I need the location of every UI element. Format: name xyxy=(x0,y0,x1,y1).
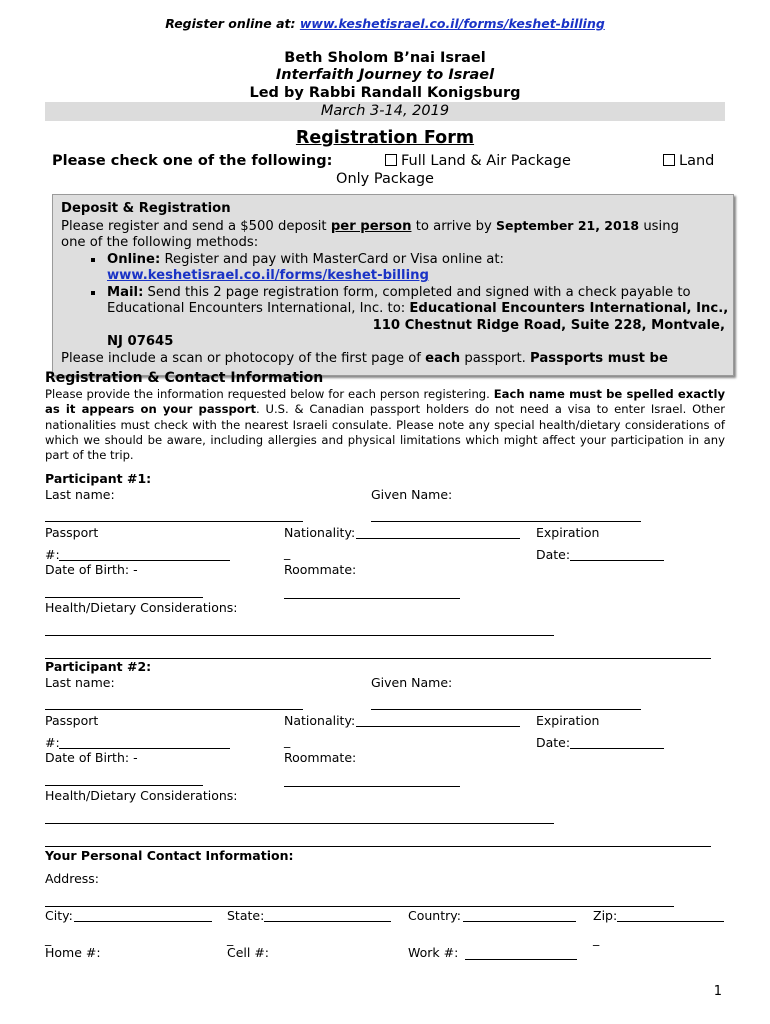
given-name-label: Given Name: xyxy=(371,675,453,690)
deposit-line1: Please register and send a $500 deposit per person to arrive by September 21, 2018 using xyxy=(61,217,679,234)
land-package-checkbox[interactable] xyxy=(663,154,675,166)
nationality-label: Nationality: xyxy=(284,713,356,728)
land-package-label-cont: Only Package xyxy=(336,171,434,187)
online-method: ▪ Online: Register and pay with MasterCard or Visa online at: www.keshetisrael.co.il/forms/keshet-billing xyxy=(105,252,733,285)
roommate-label: Roommate: xyxy=(284,562,357,577)
deposit-box xyxy=(52,194,734,376)
city-label: City: xyxy=(45,908,73,923)
given-name-input[interactable] xyxy=(371,709,641,710)
last-name-input[interactable] xyxy=(45,709,303,710)
nationality-input[interactable] xyxy=(356,538,520,539)
full-package-label: Full Land & Air Package xyxy=(401,153,571,169)
country-label: Country: xyxy=(408,908,461,923)
passport-input[interactable] xyxy=(59,748,230,749)
dob-input[interactable] xyxy=(45,785,203,786)
stray-underscore: _ xyxy=(284,733,291,748)
health-label: Health/Dietary Considerations: xyxy=(45,788,238,803)
org-name: Beth Sholom B’nai Israel xyxy=(284,50,486,66)
expiration-label: Expiration xyxy=(536,525,600,540)
dob-input[interactable] xyxy=(45,597,203,598)
online-billing-link[interactable]: www.keshetisrael.co.il/forms/keshet-billing xyxy=(107,268,429,283)
deposit-heading: Deposit & Registration xyxy=(61,201,231,216)
deposit-line2: one of the following methods: xyxy=(61,235,259,250)
dob-label: Date of Birth: - xyxy=(45,750,138,765)
expiration-date-label: Date: xyxy=(536,735,571,750)
given-name-label: Given Name: xyxy=(371,487,453,502)
last-name-label: Last name: xyxy=(45,675,115,690)
roommate-input[interactable] xyxy=(284,786,460,787)
health-input-line1[interactable] xyxy=(45,823,554,824)
mail-method: ▪ Mail: Send this 2 page registration form, completed and signed with a check payable to Educational Encounters International, Inc. to: Educational Encounters International, Inc., 110 Chestnut Ridge Road, Suite 228, Montvale, NJ 07645 xyxy=(105,285,733,351)
address-input[interactable] xyxy=(45,906,674,907)
passport-num-label: #: xyxy=(45,735,60,750)
trip-name: Interfaith Journey to Israel xyxy=(275,67,495,83)
nationality-label: Nationality: xyxy=(284,525,356,540)
contact-section-title: Registration & Contact Information xyxy=(45,370,324,386)
zip-label: Zip: xyxy=(593,908,618,923)
country-input[interactable] xyxy=(463,921,576,922)
address-label: Address: xyxy=(45,871,99,886)
health-input-line1[interactable] xyxy=(45,635,554,636)
expiration-input[interactable] xyxy=(570,748,664,749)
stray-underscore: _ xyxy=(593,931,600,946)
land-package-option[interactable] xyxy=(663,153,714,169)
trip-dates: March 3-14, 2019 xyxy=(45,102,725,121)
land-package-label: Land xyxy=(679,153,715,169)
nationality-input[interactable] xyxy=(356,726,520,727)
package-prompt: Please check one of the following: xyxy=(52,153,333,169)
deposit-methods xyxy=(61,252,733,351)
personal-title: Your Personal Contact Information: xyxy=(45,848,294,863)
scan-note: Please include a scan or photocopy of the first page of each passport. Passports must be xyxy=(61,350,668,366)
stray-underscore: _ xyxy=(284,545,291,560)
zip-input[interactable] xyxy=(617,921,724,922)
form-title xyxy=(0,128,770,148)
participant-title: Participant #2: xyxy=(45,659,152,674)
form-title-text: Registration Form xyxy=(295,128,475,148)
roommate-input[interactable] xyxy=(284,598,460,599)
expiration-input[interactable] xyxy=(570,560,664,561)
expiration-date-label: Date: xyxy=(536,547,571,562)
passport-label: Passport xyxy=(45,713,99,728)
page-number: 1 xyxy=(713,984,722,999)
stray-underscore: _ xyxy=(45,931,52,946)
trip-leader: Led by Rabbi Randall Konigsburg xyxy=(249,85,521,101)
state-label: State: xyxy=(227,908,265,923)
work-phone-label: Work #: xyxy=(408,945,459,960)
full-package-checkbox[interactable] xyxy=(385,154,397,166)
register-online-line xyxy=(0,16,770,31)
register-online-prefix: Register online at: xyxy=(165,16,296,31)
passport-num-label: #: xyxy=(45,547,60,562)
last-name-input[interactable] xyxy=(45,521,303,522)
full-package-option[interactable] xyxy=(385,153,571,169)
last-name-label: Last name: xyxy=(45,487,115,502)
contact-instructions: Please provide the information requested below for each person registering. Each name must be spelled exactly as it appears on your passport. U.S. & Canadian passport holders do not need a visa to enter Israel. Other nationalities must check with the nearest Israeli consulate. Please note any special health/dietary considerations of which we should be aware, including allergies and physical limitations which might affect your participation in any part of the trip. xyxy=(45,387,726,463)
cell-phone-label: Cell #: xyxy=(227,945,270,960)
participant-title: Participant #1: xyxy=(45,471,152,486)
expiration-label: Expiration xyxy=(536,713,600,728)
health-label: Health/Dietary Considerations: xyxy=(45,600,238,615)
register-online-link[interactable]: www.keshetisrael.co.il/forms/keshet-billing xyxy=(299,16,605,31)
stray-underscore: _ xyxy=(227,931,234,946)
given-name-input[interactable] xyxy=(371,521,641,522)
state-input[interactable] xyxy=(264,921,391,922)
home-phone-label: Home #: xyxy=(45,945,101,960)
dob-label: Date of Birth: - xyxy=(45,562,138,577)
passport-input[interactable] xyxy=(59,560,230,561)
work-phone-input[interactable] xyxy=(465,959,577,960)
city-input[interactable] xyxy=(74,921,212,922)
roommate-label: Roommate: xyxy=(284,750,357,765)
health-input-line2[interactable] xyxy=(45,846,711,847)
passport-label: Passport xyxy=(45,525,99,540)
